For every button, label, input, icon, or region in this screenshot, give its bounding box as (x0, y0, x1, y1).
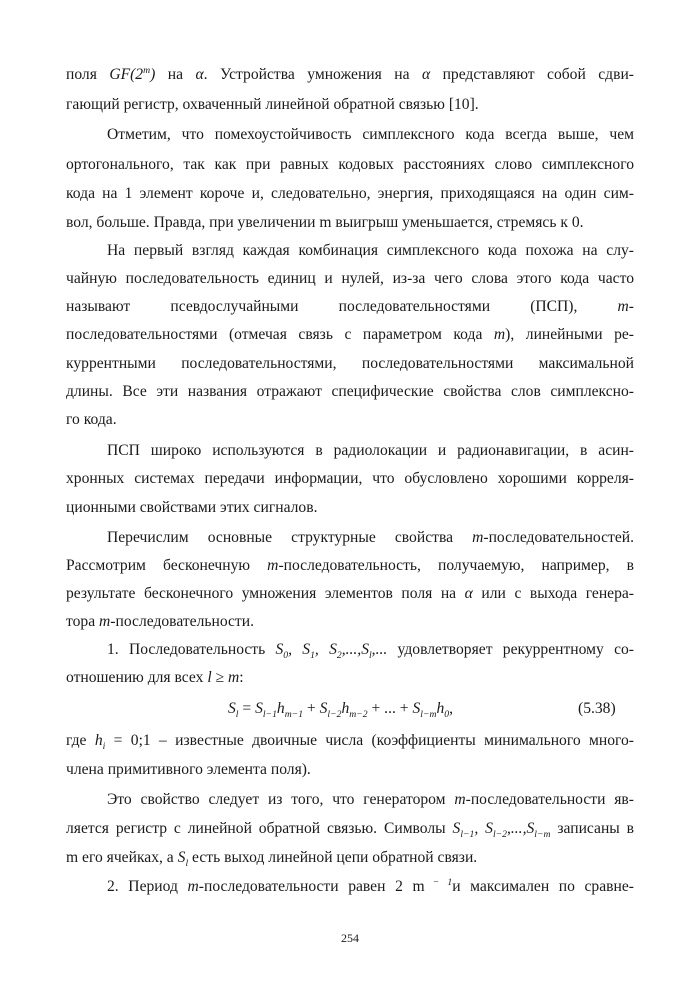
equation-number: (5.38) (578, 700, 616, 717)
text-line: 2. Период m-последовательности равен 2 m $^{- 1}$и максимален по сравне- (107, 876, 634, 895)
text-line: гающий регистр, охваченный линейной обратной связью [10]. (66, 96, 479, 113)
math-period: m $^{- 1}$и максимален по сравне- (412, 876, 634, 895)
text-line: Отметим, что помехоустойчивость симплексного кода всегда выше, чем (107, 126, 634, 143)
text-line: чайную последовательность единиц и нулей, из-за чего слова этого кода часто (66, 270, 634, 287)
text-line: 1. Последовательность $S_0$, $S_1$, $S_2,...,S_l$,... удовлетворяет рекуррентному со- (107, 641, 634, 662)
text-line: куррентными последовательностями, последовательностями максимальной (66, 355, 634, 372)
text-line: вол, больше. Правда, при увеличении m выигрыш уменьшается, стремясь к 0. (66, 214, 584, 231)
text-line: На первый взгляд каждая комбинация симплексного кода похожа на слу- (107, 242, 634, 259)
text-line: m его ячейках, а $S_l$ есть выход линейной цепи обратной связи. (66, 849, 478, 870)
text-line: Это свойство следует из того, что генератором m-последовательности яв- (107, 791, 634, 808)
text-line: члена примитивного элемента поля). (66, 761, 311, 778)
text-line: длины. Все эти названия отражают специфические свойства слов симплексно- (66, 383, 634, 400)
text-line: кода на 1 элемент короче и, следовательно, энергия, приходящаяся на один сим- (66, 185, 634, 202)
text-line: ляется регистр с линейной обратной связью. Символы $S_{l-1}$, $S_{l-2},...,S_{l-m}$ записаны в (66, 820, 634, 841)
math-coefficients: $h_i$ = 0;1 (94, 732, 151, 753)
math-sequence: $S_0$, $S_1$, $S_2,...,S_l$,... (275, 641, 388, 662)
text-line: ПСП широко используются в радиолокации и радионавигации, в асин- (107, 442, 634, 459)
text-line: Перечислим основные структурные свойства m-последовательностей. (107, 529, 634, 546)
text-line: отношению для всех l ≥ m: (66, 669, 244, 686)
math-symbols: $S_{l-1}$, $S_{l-2},...,S_{l-m}$ (452, 820, 551, 841)
text-line: хронных системах передачи информации, что обусловлено хорошими корреля- (66, 470, 634, 487)
text-line: ционными свойствами этих сигналов. (66, 499, 318, 516)
text-line: го кода. (66, 411, 117, 428)
text-line: результате бесконечного умножения элементов поля на α или с выхода генера- (66, 585, 634, 602)
text-line: где $h_i$ = 0;1 – известные двоичные числа (коэффициенты минимального много- (66, 732, 634, 753)
math-field: GF(2$^m$) (109, 64, 156, 83)
text-line: ортогонального, так как при равных кодовых расстояниях слово симплексного (66, 156, 634, 173)
page-number: 254 (341, 931, 359, 945)
text-line: последовательностями (отмечая связь с параметром кода m), линейными ре- (66, 326, 634, 343)
text-line: называют псевдослучайными последовательностями (ПСП), m- (66, 298, 634, 315)
text-line: Рассмотрим бесконечную m-последовательность, получаемую, например, в (66, 557, 634, 574)
text-line: поля GF(2$^m$) на α. Устройства умножения на α представляют собой сдви- (66, 64, 634, 83)
text-line: тора m-последовательности. (66, 613, 254, 630)
equation-5-38: $S_l = S_{l-1}h_{m-1} + S_{l-2}h_{m-2}$ + ... + $S_{l-m}h_0$, (228, 700, 453, 721)
